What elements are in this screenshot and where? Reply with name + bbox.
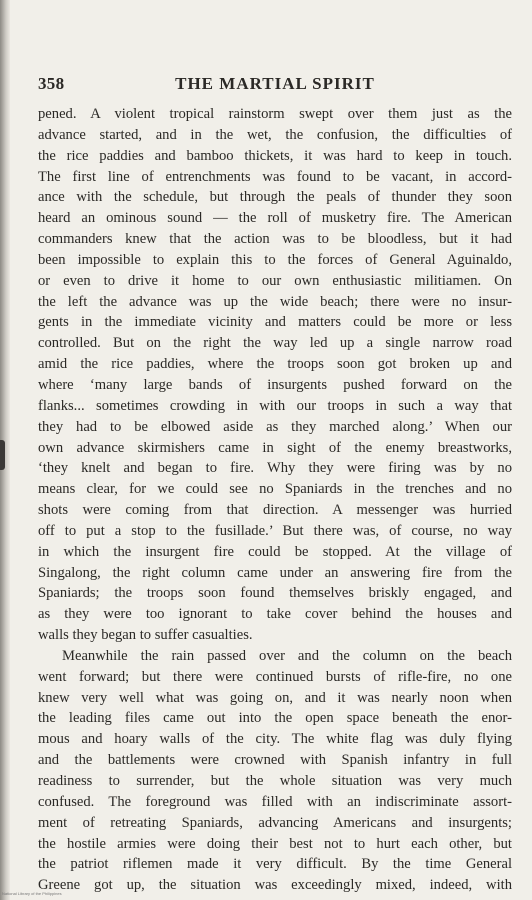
scan-footer-stamp: National Library of the Philippines [2,891,62,896]
text-line: ment of retreating Spaniards, advancing Americans and insurgents; [38,814,512,831]
page-number: 358 [38,74,65,93]
text-line: knew very well what was going on, and it was nearly noon when [38,689,512,706]
page-header [38,74,512,96]
text-line: they had to be elbowed aside as they marched along.’ When our [38,418,512,435]
text-line: controlled. But on the right the way led up a single narrow road [38,335,512,352]
text-line: ‘they knelt and began to fire. Why they were firing was by no [38,460,512,477]
text-line: Meanwhile the rain passed over and the column on the beach [62,647,512,664]
text-line: means clear, for we could see no Spaniards in the trenches and no [38,481,512,498]
text-line: ance with the schedule, but through the peals of thunder they soon [38,189,512,206]
text-line: in which the insurgent fire could be stopped. At the village of [38,543,512,560]
running-title: THE MARTIAL SPIRIT [175,74,375,93]
text-line: own advance skirmishers came in sight of the enemy breastworks, [38,439,512,456]
text-line: been impossible to explain this to the forces of General Aguinaldo, [38,251,512,268]
text-line: the left the advance was up the wide beach; there were no insur- [38,293,512,310]
text-line: The first line of entrenchments was found to be vacant, in accord- [38,168,512,185]
body-text [38,104,512,896]
text-line: as they were too ignorant to take cover behind the houses and [38,606,512,623]
text-line: advance started, and in the wet, the confusion, the difficulties of [38,126,512,143]
text-line: went forward; but there were continued bursts of rifle-fire, no one [38,668,512,685]
text-line: heard an ominous sound — the roll of musketry fire. The American [38,210,512,227]
text-line: the hostile armies were doing their best not to hurt each other, but [38,835,512,852]
text-line: readiness to surrender, but the whole situation was very much [38,773,512,789]
text-line: pened. A violent tropical rainstorm swept over them just as the [38,106,512,122]
binding-edge-mark [0,440,5,470]
text-line: and the battlements were crowned with Spanish infantry in full [38,752,512,769]
text-line: walls they began to suffer casualties. [38,627,253,644]
text-line: the patriot riflemen made it very difficult. By the time General [38,856,512,873]
text-line: Singalong, the right column came under an answering fire from the [38,564,512,581]
text-line: flanks... sometimes crowding in with our troops in such a way that [38,397,512,414]
text-line: mous and hoary walls of the city. The white flag was duly flying [38,731,512,748]
text-line: Greene got up, the situation was exceedingly mixed, indeed, with [38,877,512,894]
text-line: gents in the immediate vicinity and matters could be more or less [38,314,512,331]
text-line: or even to drive it home to our own enthusiastic militiamen. On [38,272,512,289]
text-line: confused. The foreground was filled with an indiscriminate assort- [38,793,512,810]
text-line: Spaniards; the troops soon found themselves briskly engaged, and [38,585,512,602]
text-line: where ‘many large bands of insurgents pushed forward on the [38,376,512,393]
text-line: the rice paddies and bamboo thickets, it was hard to keep in touch. [38,147,512,164]
text-line: commanders knew that the action was to be bloodless, but it had [38,231,512,248]
text-line: amid the rice paddies, where the troops soon got broken up and [38,356,512,373]
text-line: shots were coming from that direction. A messenger was hurried [38,502,512,519]
text-line: off to put a stop to the fusillade.’ But there was, of course, no way [38,522,512,539]
text-line: the leading files came out into the open space beneath the enor- [38,710,512,727]
